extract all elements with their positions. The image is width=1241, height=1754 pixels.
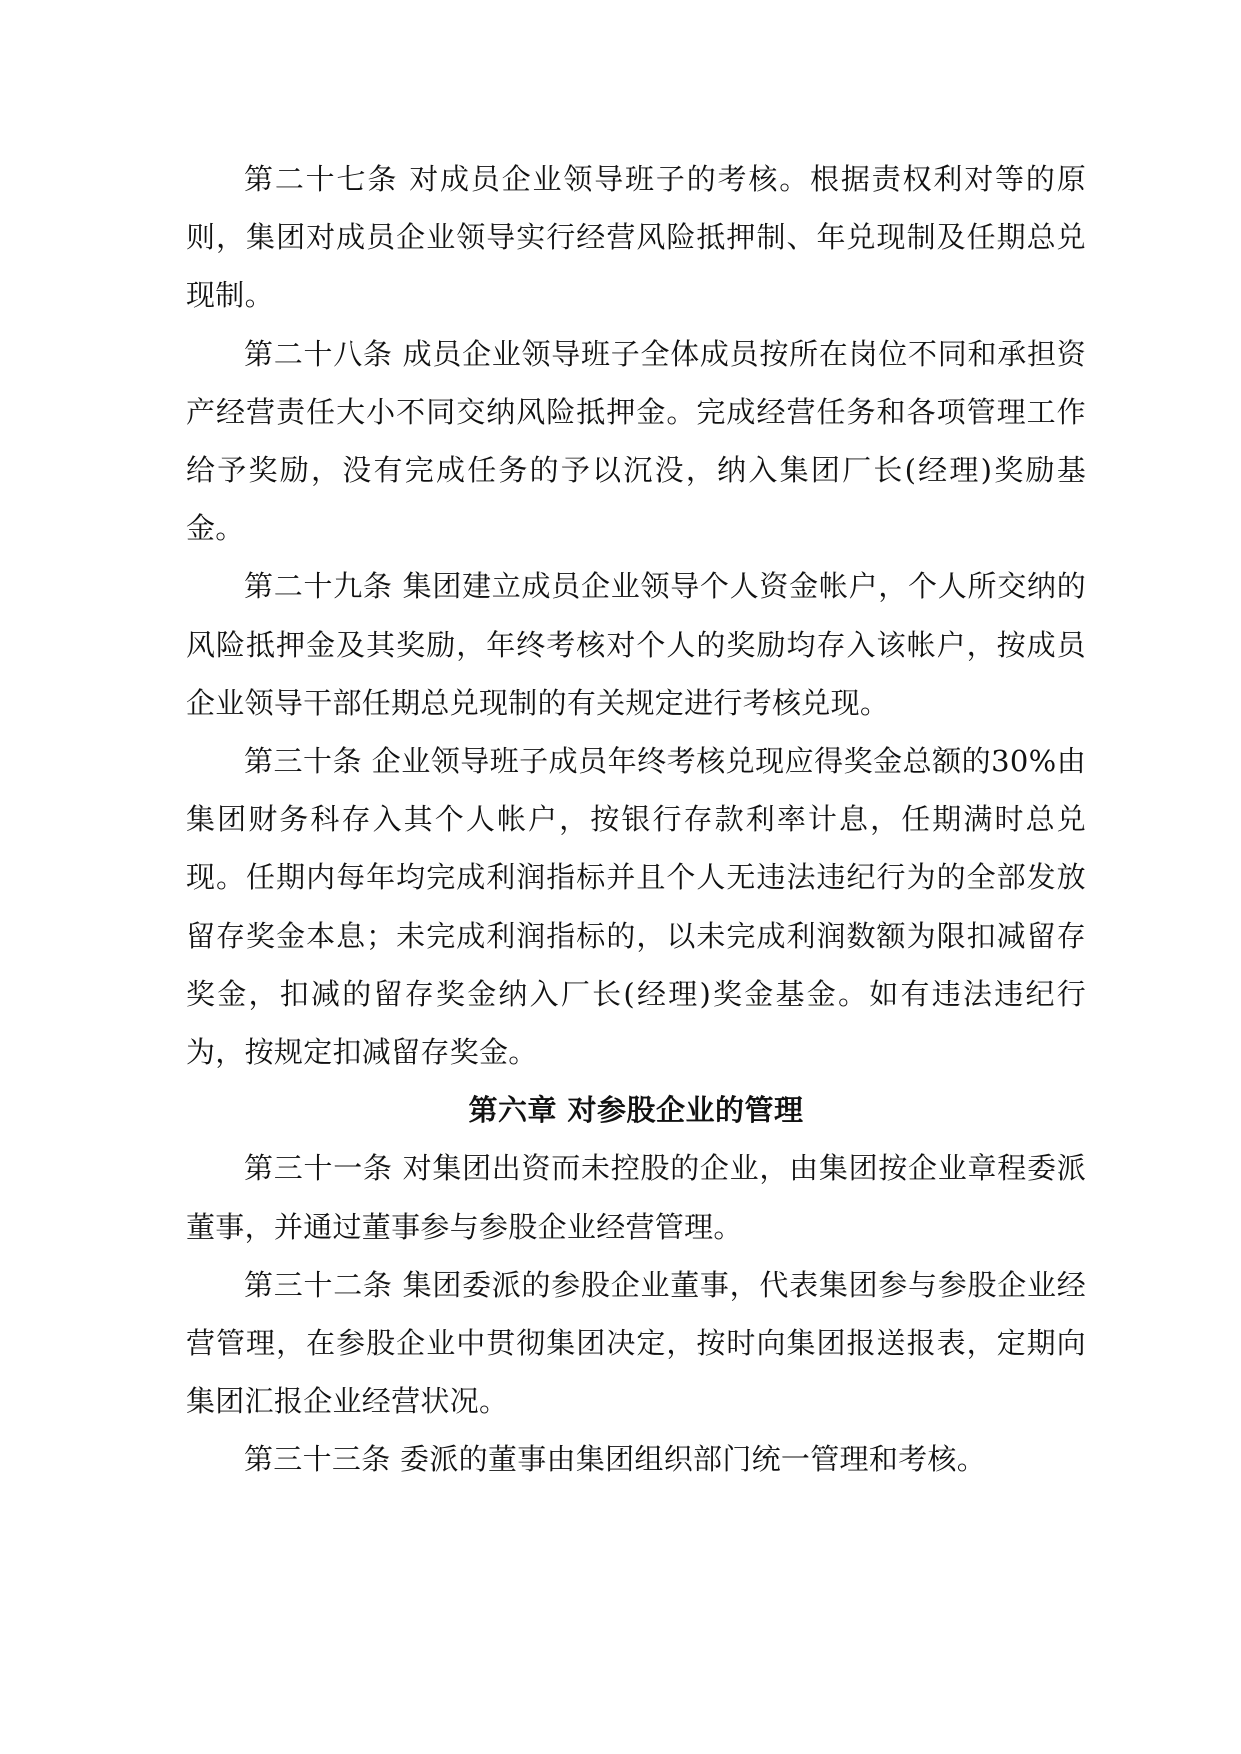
- article-30-paragraph: 第三十条 企业领导班子成员年终考核兑现应得奖金总额的30%由集团财务科存入其个人帐户，按银行存款利率计息，任期满时总兑现。任期内每年均完成利润指标并且个人无违法违纪行为的全部发放留存奖金本息；未完成利润指标的，以未完成利润数额为限扣减留存奖金，扣减的留存奖金纳入厂长(经理)奖金基金。如有违法违纪行为，按规定扣减留存奖金。: [186, 744, 1086, 1070]
- article-33-paragraph: 第三十三条 委派的董事由集团组织部门统一管理和考核。: [244, 1442, 987, 1477]
- article-32-paragraph: 第三十二条 集团委派的参股企业董事，代表集团参与参股企业经营管理，在参股企业中贯彻集团决定，按时向集团报送报表，定期向集团汇报企业经营状况。: [186, 1267, 1086, 1419]
- article-28-paragraph: 第二十八条 成员企业领导班子全体成员按所在岗位不同和承担资产经营责任大小不同交纳风险抵押金。完成经营任务和各项管理工作给予奖励，没有完成任务的予以沉没，纳入集团厂长(经理)奖励基金。: [186, 336, 1086, 546]
- article-31-paragraph: 第三十一条 对集团出资而未控股的企业，由集团按企业章程委派董事，并通过董事参与参股企业经营管理。: [186, 1151, 1086, 1244]
- article-29-paragraph: 第二十九条 集团建立成员企业领导个人资金帐户，个人所交纳的风险抵押金及其奖励，年终考核对个人的奖励均存入该帐户，按成员企业领导干部任期总兑现制的有关规定进行考核兑现。: [186, 569, 1086, 720]
- chapter-title: 第六章 对参股企业的管理: [468, 1093, 804, 1128]
- document-body: [186, 150, 1086, 1489]
- article-27-paragraph: 第二十七条 对成员企业领导班子的考核。根据责权利对等的原则，集团对成员企业领导实行经营风险抵押制、年兑现制及任期总兑现制。: [186, 162, 1086, 313]
